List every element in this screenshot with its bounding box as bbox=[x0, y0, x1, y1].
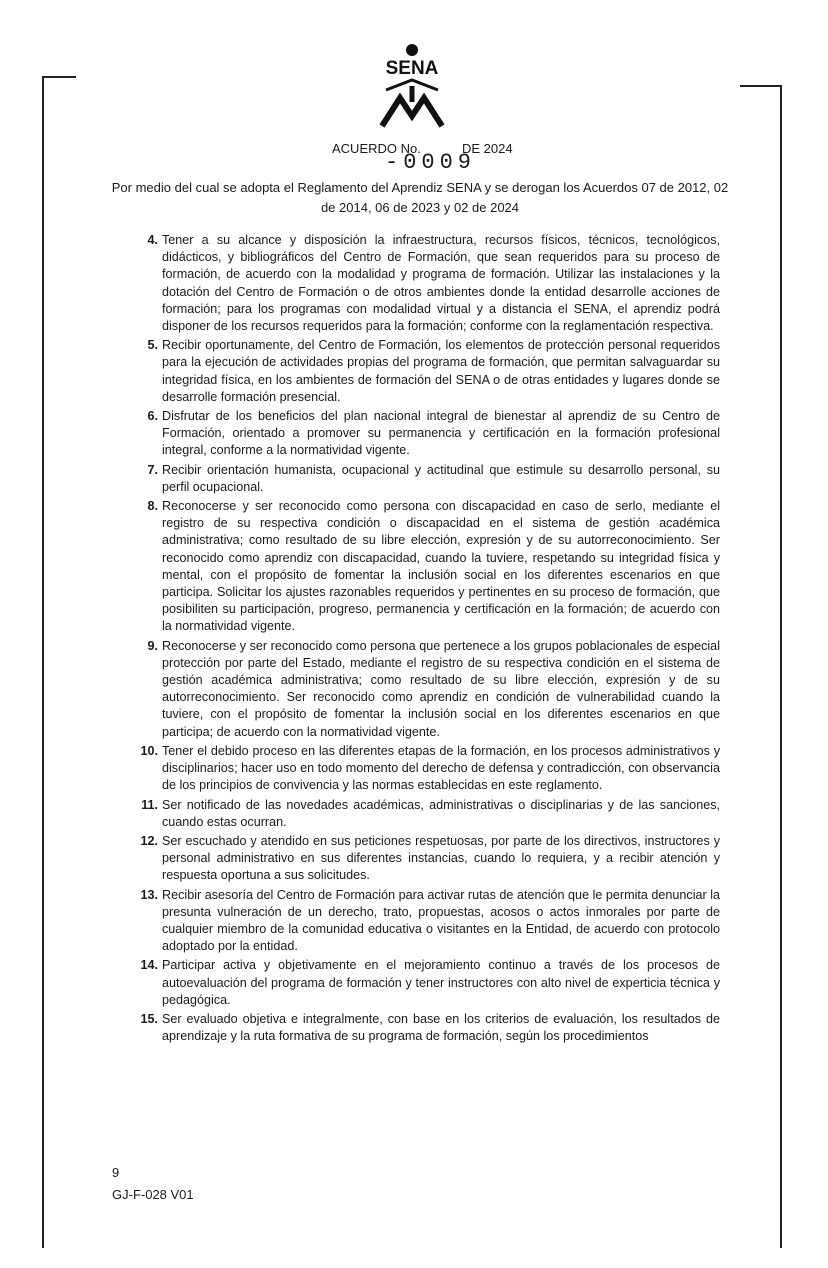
frame-line-right bbox=[780, 85, 782, 1248]
rights-list bbox=[132, 232, 720, 1047]
list-item-number: 8. bbox=[147, 499, 158, 514]
frame-line-left bbox=[42, 76, 44, 1248]
list-item-text: Recibir oportunamente, del Centro de Formación, los elementos de protección personal requeridos para la ejecución de actividades propias del programa de formación, que permitan salvaguardar su integridad física, en los ambientes de formación del SENA o de otras entidades y lugares donde se desarrolle formación presencial. bbox=[162, 338, 720, 404]
agreement-number: -0009 bbox=[385, 150, 477, 175]
list-item-number: 11. bbox=[141, 797, 158, 812]
sena-logo bbox=[372, 42, 452, 128]
list-item bbox=[132, 638, 720, 741]
list-item-number: 10. bbox=[140, 743, 158, 758]
list-item-number: 12. bbox=[140, 833, 158, 848]
list-item-number: 15. bbox=[140, 1011, 158, 1026]
sena-logo-text: SENA bbox=[385, 58, 439, 79]
list-item bbox=[132, 743, 720, 795]
list-item-number: 4. bbox=[147, 233, 158, 247]
list-item-text: Tener el debido proceso en las diferentes etapas de la formación, en los procesos administrativos y disciplinarios; hacer uso en todo momento del derecho de defensa y contradicción, con observancia de los principios de convivencia y las normas establecidas en este reglamento. bbox=[162, 743, 720, 793]
acuerdo-label: ACUERDO No. bbox=[332, 141, 421, 156]
year-label: DE 2024 bbox=[462, 141, 513, 156]
list-item bbox=[132, 1011, 720, 1045]
list-item bbox=[132, 462, 720, 496]
list-item bbox=[132, 957, 720, 1009]
list-item-text: Reconocerse y ser reconocido como persona que pertenece a los grupos poblacionales de especial protección por parte del Estado, mediante el registro de su respectiva condición en el sistema de gestión académica administrativa; como resultado de su libre elección, expresión y de su autorreconocimiento. Ser reconocido como aprendiz en condición de vulnerabilidad cuando la tuviere, con el propósito de fomentar la inclusión social en los diferentes escenarios en que participa; de acuerdo con la normatividad vigente. bbox=[162, 638, 720, 739]
list-item bbox=[132, 408, 720, 460]
agreement-subject: Por medio del cual se adopta el Reglamento del Aprendiz SENA y se derogan los Acuerdos 07 de 2012, 02 de 2014, 06 de 2023 y 02 de 2024 bbox=[111, 180, 729, 215]
list-item-text: Ser escuchado y atendido en sus peticiones respetuosas, por parte de los directivos, instructores y personal administrativo en sus diferentes instancias, cuando lo requiera, y a recibir atención y respuesta oportuna a sus solicitudes. bbox=[162, 833, 720, 883]
frame-corner-top-right bbox=[740, 85, 782, 87]
list-item-text: Recibir orientación humanista, ocupacional y actitudinal que estimule su desarrollo personal, su perfil ocupacional. bbox=[162, 462, 720, 494]
list-item bbox=[132, 232, 720, 335]
form-code: GJ-F-028 V01 bbox=[112, 1187, 194, 1202]
list-item-text: Ser notificado de las novedades académicas, administrativas o disciplinarias y de las sanciones, cuando estas ocurran. bbox=[162, 797, 720, 829]
list-item-text: Reconocerse y ser reconocido como persona con discapacidad en caso de serlo, mediante el registro de su respectiva condición o discapacidad en el sistema de gestión académica administrativa; como resultado de su libre elección, expresión y de su autorreconocimiento. Ser reconocido como aprendiz con discapacidad, cuando la tuviere, respetando su integridad física y mental, con el propósito de fomentar la inclusión social en los diferentes escenarios en que participa. Solicitar los ajustes razonables requeridos y pertinentes en su proceso de formación, que posibiliten su participación, progreso, permanencia y certificación en la formación; de acuerdo con la normatividad vigente. bbox=[162, 499, 720, 634]
list-item-number: 13. bbox=[140, 887, 158, 902]
list-item-text: Ser evaluado objetiva e integralmente, con base en los criterios de evaluación, los resultados de aprendizaje y la ruta formativa de su programa de formación, según los procedimientos bbox=[162, 1011, 720, 1044]
page-number: 9 bbox=[112, 1165, 120, 1180]
list-item-number: 5. bbox=[147, 338, 158, 353]
list-item bbox=[132, 337, 720, 406]
list-item-text: Participar activa y objetivamente en el mejoramiento continuo a través de los procesos de autoevaluación del programa de formación y tener instructores con alto nivel de experticia técnica y pedagógica. bbox=[162, 958, 720, 1007]
list-item bbox=[132, 887, 720, 956]
list-item-number: 6. bbox=[147, 409, 158, 424]
frame-corner-top-left bbox=[42, 76, 76, 78]
list-item-number: 9. bbox=[147, 638, 158, 653]
list-item bbox=[132, 797, 720, 831]
list-item-number: 7. bbox=[147, 462, 158, 477]
list-item-text: Tener a su alcance y disposición la infraestructura, recursos físicos, técnicos, tecnológicos, didácticos, y bibliográficos del Centro de Formación, que sean requeridos para su proceso de formación, de acuerdo con la modalidad y programa de formación. Utilizar las instalaciones y la dotación del Centro de Formación o de otros ambientes donde la entidad desarrolle acciones de formación; para los programas con modalidad virtual y a distancia el SENA, el aprendiz podrá disponer de los recursos requeridos para la formación; conforme con la reglamentación respectiva. bbox=[162, 233, 720, 334]
list-item-number: 14. bbox=[140, 958, 158, 973]
list-item-text: Recibir asesoría del Centro de Formación para activar rutas de atención que le permita denunciar la presunta vulneración de un derecho, trato, propuestas, acosos o actos inmorales por parte de cualquier miembro de la comunidad educativa o visitantes en la Entidad, de acuerdo con protocolo adoptado por la entidad. bbox=[162, 887, 720, 954]
list-item bbox=[132, 498, 720, 636]
list-item bbox=[132, 833, 720, 885]
list-item-text: Disfrutar de los beneficios del plan nacional integral de bienestar al aprendiz de su Centro de Formación, orientado a promover su permanencia y certificación en la formación profesional integral, conforme a la normatividad vigente. bbox=[162, 409, 720, 458]
